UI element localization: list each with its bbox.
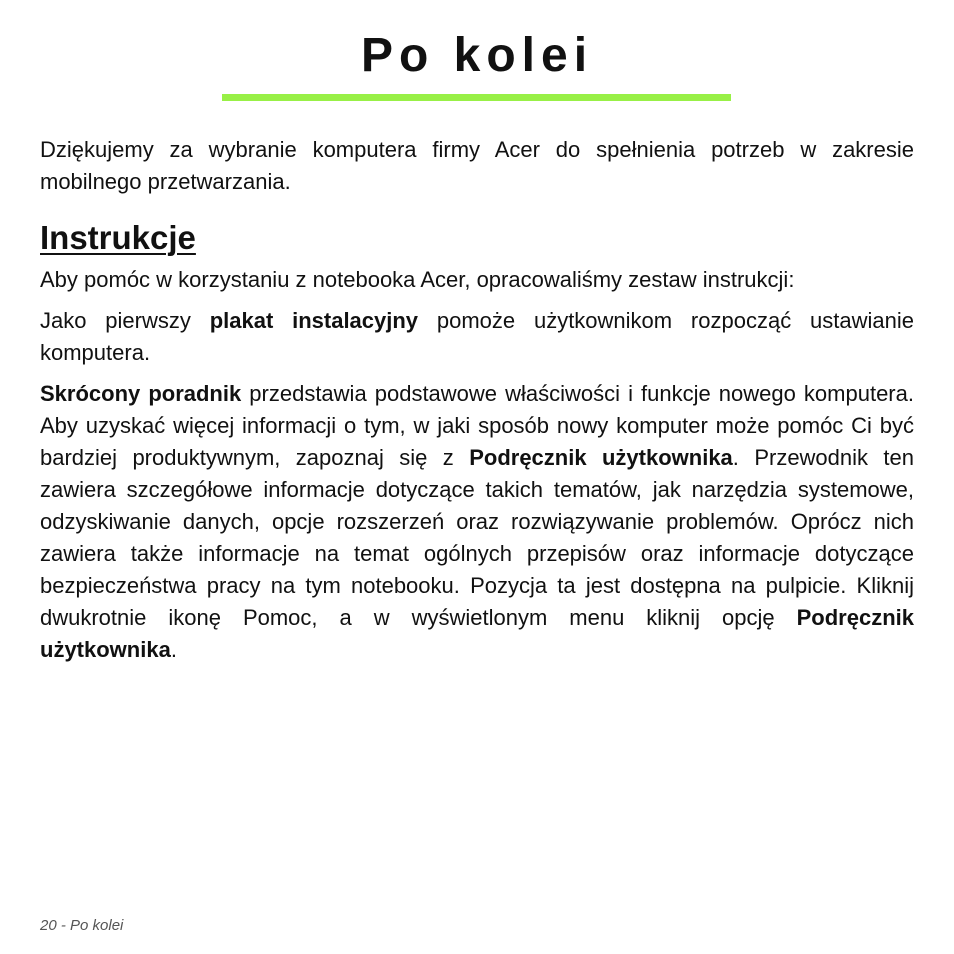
setup-poster-term: plakat instalacyjny [209,308,419,333]
page-footer: 20 - Po kolei [40,917,124,934]
title-underline-bar [222,94,731,101]
page-title: Po kolei [360,29,594,82]
text-span: . [170,637,177,662]
instructions-paragraph-1: Aby pomóc w korzystaniu z notebooka Acer, opracowaliśmy zestaw instrukcji: [40,267,795,292]
quick-guide-term: Skrócony poradnik [40,381,242,406]
text-span: przedstawia podstawowe właściwości i funkcje nowego komputera. Aby uzyskać więcej informacji o tym, w jaki sposób nowy komputer może pomóc Ci być bardziej produktywnym, zapoznaj się z [40,381,914,470]
instructions-paragraph-2 [40,305,914,369]
instructions-paragraph-3 [40,378,914,666]
intro-paragraph: Dziękujemy za wybranie komputera firmy Acer do spełnienia potrzeb w zakresie mobilnego przetwarzania. [40,137,914,194]
text-span: Jako pierwszy [40,308,210,333]
user-manual-menu-option: Podręcznik użytkownika [40,605,914,662]
text-span: pomoże użytkownikom rozpocząć ustawianie komputera. [40,308,914,365]
text-span: . Przewodnik ten zawiera szczegółowe informacje dotyczące takich tematów, jak narzędzia systemowe, odzyskiwanie danych, opcje rozszerzeń oraz rozwiązywanie problemów. Oprócz nich zawiera także informacje na temat ogólnych przepisów oraz informacje dotyczące bezpieczeństwa pracy na tym notebooku. Pozycja ta jest dostępna na pulpicie. Kliknij dwukrotnie ikonę Pomoc, a w wyświetlonym menu kliknij opcję [40,445,915,630]
page-content [40,134,914,675]
user-manual-term: Podręcznik użytkownika [469,445,733,470]
section-heading: Instrukcje [40,219,196,256]
